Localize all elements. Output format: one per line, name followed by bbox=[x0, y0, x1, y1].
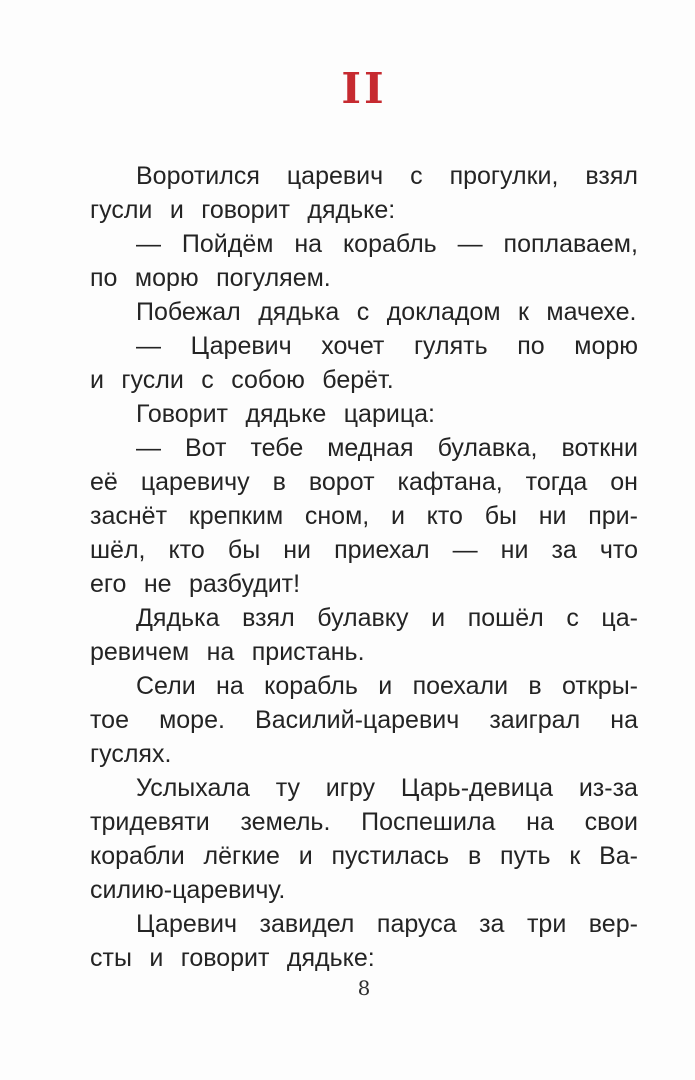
paragraph bbox=[90, 907, 638, 975]
paragraph bbox=[90, 295, 638, 329]
text-line: Сели на корабль и поехали в откры- bbox=[136, 672, 638, 700]
text-line: её царевичу в ворот кафтана, тогда он bbox=[90, 468, 638, 496]
text-line: Воротился царевич с прогулки, взял bbox=[136, 162, 638, 190]
text-line: Говорит дядьке царица: bbox=[136, 400, 436, 428]
text-line: тое море. Василий-царевич заиграл на bbox=[90, 706, 638, 734]
paragraph bbox=[90, 669, 638, 771]
paragraph bbox=[90, 329, 638, 397]
text-line: тридевяти земель. Поспешила на свои bbox=[90, 808, 638, 836]
text-line: силию-царевичу. bbox=[90, 876, 286, 904]
text-line: ревичем на пристань. bbox=[90, 638, 365, 666]
paragraph bbox=[90, 397, 638, 431]
paragraph bbox=[90, 601, 638, 669]
paragraph bbox=[90, 771, 638, 907]
text-line: — Вот тебе медная булавка, воткни bbox=[136, 434, 638, 462]
text-line: — Царевич хочет гулять по морю bbox=[136, 332, 638, 360]
text-line: шёл, кто бы ни приехал — ни за что bbox=[90, 536, 638, 564]
text-line: Побежал дядька с докладом к мачехе. bbox=[136, 298, 637, 326]
text-line: сты и говорит дядьке: bbox=[90, 944, 375, 972]
text-line: гуслях. bbox=[90, 740, 172, 768]
text-line: Услыхала ту игру Царь-девица из-за bbox=[136, 774, 638, 802]
paragraph bbox=[90, 159, 638, 227]
text-line: его не разбудит! bbox=[90, 570, 301, 598]
paragraph bbox=[90, 227, 638, 295]
text-line: Дядька взял булавку и пошёл с ца- bbox=[136, 604, 638, 632]
text-line: по морю погуляем. bbox=[90, 264, 331, 292]
page-number: 8 bbox=[357, 976, 371, 1000]
chapter-heading: II bbox=[341, 64, 387, 113]
text-line: — Пойдём на корабль — поплаваем, bbox=[136, 230, 638, 258]
text-line: заснёт крепким сном, и кто бы ни при- bbox=[90, 502, 638, 530]
paragraph bbox=[90, 431, 638, 601]
story-text bbox=[90, 159, 638, 975]
text-line: Царевич завидел паруса за три вер- bbox=[136, 910, 638, 938]
text-line: и гусли с собою берёт. bbox=[90, 366, 394, 394]
text-line: гусли и говорит дядьке: bbox=[90, 196, 396, 224]
text-line: корабли лёгкие и пустилась в путь к Ва- bbox=[90, 842, 638, 870]
